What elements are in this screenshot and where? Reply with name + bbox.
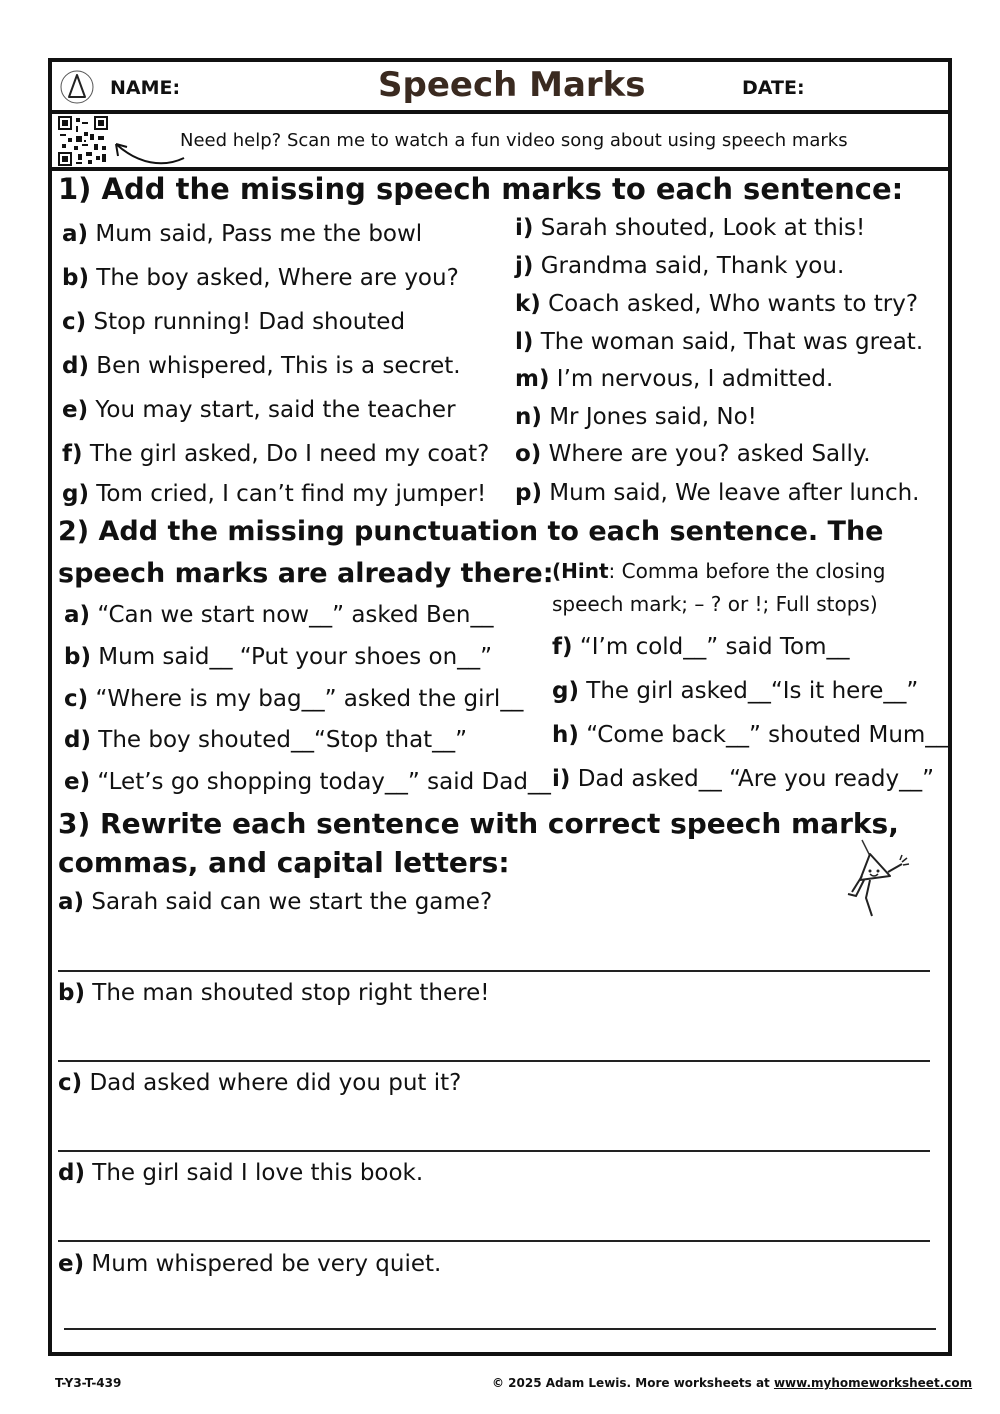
header-bar [52, 62, 948, 114]
list-item: b) The man shouted stop right there! [58, 980, 490, 1006]
list-item: d) Ben whispered, This is a secret. [62, 353, 461, 379]
curved-arrow-icon [108, 134, 188, 166]
date-label: DATE: [742, 77, 805, 99]
answer-line[interactable] [58, 1060, 930, 1062]
answer-line[interactable] [58, 1150, 930, 1152]
list-item: b) The boy asked, Where are you? [62, 265, 459, 291]
website-link[interactable]: www.myhomeworksheet.com [773, 1376, 973, 1390]
help-text: Need help? Scan me to watch a fun video song about using speech marks [180, 130, 848, 151]
list-item: k) Coach asked, Who wants to try? [515, 291, 919, 317]
list-item: p) Mum said, We leave after lunch. [515, 480, 920, 506]
list-item: l) The woman said, That was great. [515, 329, 924, 355]
answer-line[interactable] [58, 1240, 930, 1242]
page-title: Speech Marks [378, 65, 646, 105]
answer-line[interactable] [58, 970, 930, 972]
hint-text: (Hint: Comma before the closing speech mark; – ? or !; Full stops) [552, 559, 886, 616]
section2-title-line1: 2) Add the missing punctuation to each sentence. The [58, 516, 884, 547]
list-item: m) I’m nervous, I admitted. [515, 366, 834, 392]
answer-line[interactable] [64, 1328, 936, 1330]
list-item: c) “Where is my bag__” asked the girl__ [64, 686, 524, 712]
section2-title-line2: speech marks are already there: [58, 558, 554, 589]
list-item: j) Grandma said, Thank you. [515, 253, 845, 279]
list-item: c) Dad asked where did you put it? [58, 1070, 462, 1096]
list-item: i) Dad asked__ “Are you ready__” [552, 766, 935, 792]
list-item: e) Mum whispered be very quiet. [58, 1251, 442, 1277]
section1-title: 1) Add the missing speech marks to each sentence: [58, 172, 904, 206]
list-item: d) The girl said I love this book. [58, 1160, 424, 1186]
list-item: i) Sarah shouted, Look at this! [515, 215, 866, 241]
worksheet-code: T-Y3-T-439 [55, 1376, 122, 1390]
section3-title-line2: commas, and capital letters: [58, 846, 510, 879]
list-item: n) Mr Jones said, No! [515, 404, 757, 430]
list-item: d) The boy shouted__“Stop that__” [64, 727, 468, 753]
list-item: h) “Come back__” shouted Mum__ [552, 722, 949, 748]
triangle-logo-icon [60, 70, 94, 104]
section3-title-line1: 3) Rewrite each sentence with correct speech marks, [58, 807, 899, 840]
list-item: e) “Let’s go shopping today__” said Dad__ [64, 769, 551, 795]
list-item: g) The girl asked__“Is it here__” [552, 678, 919, 704]
name-label: NAME: [110, 77, 181, 99]
list-item: f) “I’m cold__” said Tom__ [552, 634, 850, 660]
list-item: b) Mum said__ “Put your shoes on__” [64, 644, 493, 670]
list-item: e) You may start, said the teacher [62, 397, 456, 423]
help-bar [52, 114, 948, 171]
list-item: o) Where are you? asked Sally. [515, 441, 871, 467]
list-item: g) Tom cried, I can’t find my jumper! [62, 481, 487, 507]
list-item: c) Stop running! Dad shouted [62, 309, 406, 335]
list-item: f) The girl asked, Do I need my coat? [62, 441, 490, 467]
waving-mascot-icon [840, 836, 920, 930]
list-item: a) Sarah said can we start the game? [58, 889, 493, 915]
copyright-footer: © 2025 Adam Lewis. More worksheets at www.myhomeworksheet.com [492, 1376, 973, 1390]
list-item: a) Mum said, Pass me the bowl [62, 221, 423, 247]
list-item: a) “Can we start now__” asked Ben__ [64, 602, 494, 628]
qr-code-icon[interactable] [58, 116, 108, 166]
